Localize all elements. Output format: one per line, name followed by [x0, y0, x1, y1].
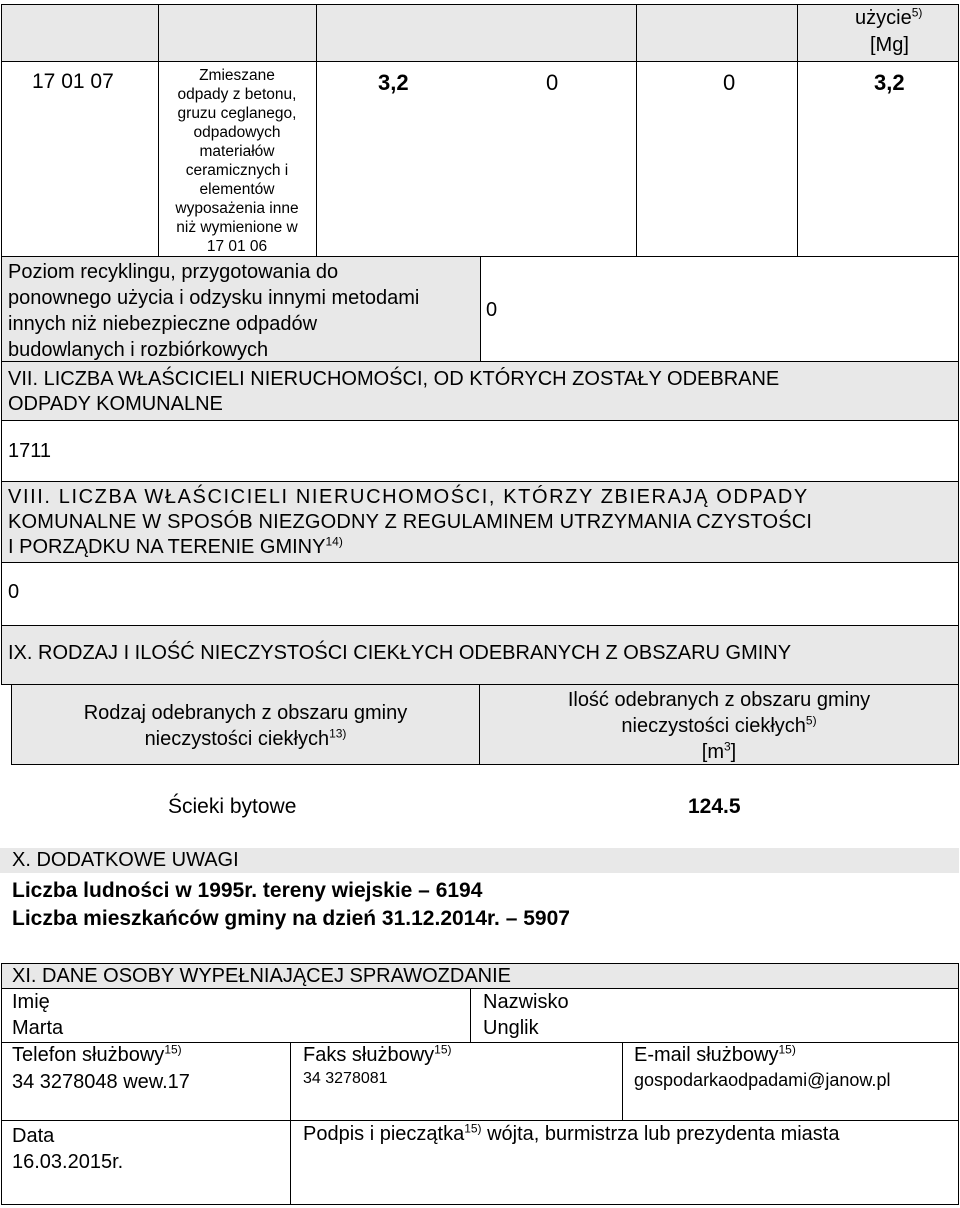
- liquid-waste-amount-label: Ilość odebranych z obszaru gminy nieczystości ciekłych$^{5)}$ $[m^3]$: [567, 689, 871, 763]
- fax-label: Faks służbowy$^{15)}$: [303, 1042, 452, 1066]
- fax-value: 34 3278081: [303, 1070, 388, 1087]
- waste-description: Zmieszane odpady z betonu, gruzu ceglanego, odpadowych materiałów ceramicznych i elementów wyposażenia inne niż wymienione w 17 01 06: [175, 67, 299, 255]
- waste-value-4: 3,2: [874, 70, 905, 95]
- first-name-value: Marta: [12, 1017, 64, 1039]
- unit-header-mg: [Mg]: [870, 34, 909, 56]
- first-name-label: Imię: [12, 991, 50, 1013]
- remarks-line-2: Liczba mieszkańców gminy na dzień 31.12.2014r. – 5907: [12, 907, 570, 930]
- waste-code: 17 01 07: [32, 70, 114, 93]
- section-x-title: X. DODATKOWE UWAGI: [12, 849, 239, 871]
- phone-value: 34 3278048 wew.17: [12, 1071, 190, 1093]
- remarks-line-1: Liczba ludności w 1995r. tereny wiejskie – 6194: [12, 879, 483, 902]
- liquid-waste-type-value: Ścieki bytowe: [168, 795, 297, 818]
- signature-label: Podpis i pieczątka$^{15)}$ wójta, burmistrza lub prezydenta miasta: [303, 1121, 840, 1145]
- section-viii-body: [1, 562, 959, 626]
- recycling-level-value: 0: [486, 299, 498, 321]
- section-vii-value: 1711: [8, 440, 52, 462]
- waste-value-1: 3,2: [378, 70, 409, 95]
- waste-value-2: 0: [546, 70, 559, 95]
- date-label: Data: [12, 1125, 55, 1147]
- section-vii-body: [1, 420, 959, 482]
- section-vii-title: VII. LICZBA WŁAŚCICIELI NIERUCHOMOŚCI, OD KTÓRYCH ZOSTAŁY ODEBRANE ODPADY KOMUNALNE: [8, 368, 780, 415]
- unit-header: użycie$^{5)}$: [855, 5, 923, 29]
- recycling-level-label: Poziom recyklingu, przygotowania do ponownego użycia i odzysku innymi metodami innych niż niebezpieczne odpadów budowlanych i rozbiórkowych: [8, 261, 420, 361]
- last-name-value: Unglik: [483, 1017, 539, 1039]
- section-ix-title: IX. RODZAJ I ILOŚĆ NIECZYSTOŚCI CIEKŁYCH ODEBRANYCH Z OBSZARU GMINY: [8, 642, 792, 664]
- liquid-waste-amount-value: 124.5: [688, 795, 741, 818]
- phone-label: Telefon służbowy$^{15)}$: [12, 1042, 182, 1066]
- waste-value-3: 0: [723, 70, 736, 95]
- waste-table-header: [2, 5, 958, 62]
- email-value: gospodarkaodpadami@janow.pl: [634, 1070, 891, 1090]
- section-viii-value: 0: [8, 581, 20, 603]
- section-xi-title: XI. DANE OSOBY WYPEŁNIAJĄCEJ SPRAWOZDANIE: [12, 965, 511, 987]
- last-name-label: Nazwisko: [483, 991, 569, 1013]
- liquid-waste-type-label: Rodzaj odebranych z obszaru gminy nieczystości ciekłych$^{13)}$: [83, 702, 408, 750]
- section-viii-title: VIII. LICZBA WŁAŚCICIELI NIERUCHOMOŚCI, KTÓRZY ZBIERAJĄ ODPADY KOMUNALNE W SPOSÓB NIEZGODNY Z REGULAMINEM UTRZYMANIA CZYSTOŚCI I PORZĄDKU NA TERENIE GMINY$^{14)}$: [8, 486, 813, 558]
- date-value: 16.03.2015r.: [12, 1151, 124, 1173]
- email-label: E-mail służbowy$^{15)}$: [634, 1042, 796, 1066]
